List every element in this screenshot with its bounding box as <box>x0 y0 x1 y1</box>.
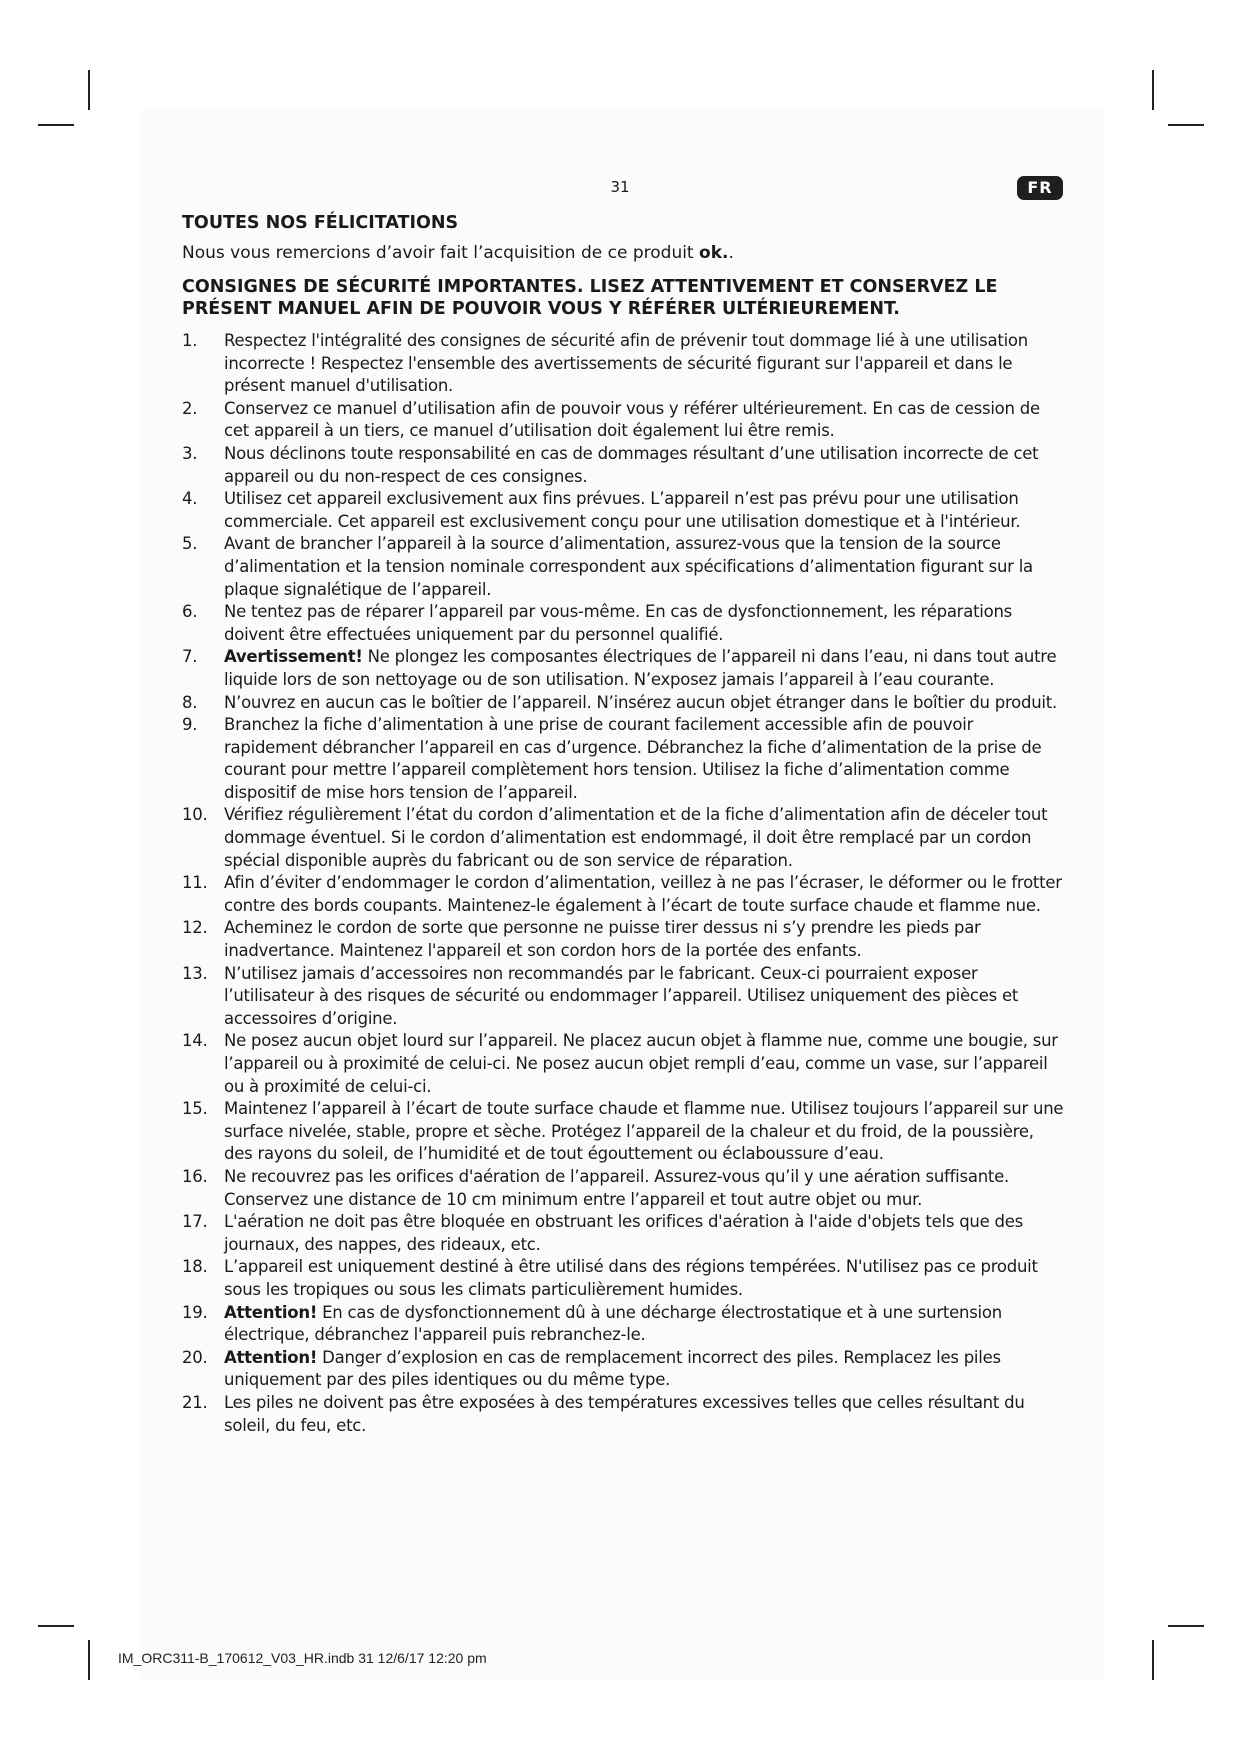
list-item <box>182 1256 1064 1301</box>
item-text: Conservez ce manuel d’utilisation afin de pouvoir vous y référer ultérieurement. En cas de cession de cet appareil à un tiers, ce manuel d’utilisation doit également lui être remis. <box>224 398 1040 441</box>
item-text: En cas de dysfonctionnement dû à une décharge électrostatique et à une surtension électrique, débranchez l'appareil puis rebranchez-le. <box>224 1302 1002 1345</box>
crop-mark-bottom-left-h <box>38 1625 74 1627</box>
item-text: Ne tentez pas de réparer l’appareil par vous-même. En cas de dysfonctionnement, les réparations doivent être effectuées uniquement par du personnel qualifié. <box>224 602 1013 644</box>
item-number: 4. <box>182 489 198 509</box>
list-item <box>182 1211 1064 1256</box>
list-item <box>182 714 1064 804</box>
item-text: Ne posez aucun objet lourd sur l’appareil. Ne placez aucun objet à flamme nue, comme une bougie, sur l’appareil ou à proximité de celui-ci. Ne posez aucun objet rempli d’eau, comme un vase, sur l’appareil ou à proximité de celui-ci. <box>224 1031 1058 1096</box>
item-number: 21. <box>182 1392 208 1412</box>
item-number: 12. <box>182 918 208 938</box>
print-footer: IM_ORC311-B_170612_V03_HR.indb 31 12/6/17 12:20 pm <box>118 1650 487 1666</box>
crop-mark-bottom-right-h <box>1168 1625 1204 1627</box>
item-number: 7. <box>182 647 198 667</box>
item-text: Les piles ne doivent pas être exposées à des températures excessives telles que celles résultant du soleil, du feu, etc. <box>224 1392 1025 1435</box>
list-item <box>182 1098 1064 1166</box>
list-item <box>182 646 1064 691</box>
item-number: 2. <box>182 398 198 418</box>
language-badge: FR <box>1017 176 1063 200</box>
crop-mark-top-left-h <box>38 124 74 126</box>
congratulations-heading: TOUTES NOS FÉLICITATIONS <box>182 213 459 233</box>
list-item <box>182 872 1064 917</box>
list-item <box>182 443 1064 488</box>
list-item <box>182 601 1064 646</box>
item-text: N’utilisez jamais d’accessoires non recommandés par le fabricant. Ceux-ci pourraient exposer l’utilisateur à des risques de sécurité ou endommager l’appareil. Utilisez uniquement des pièces et accessoires d’origine. <box>224 963 1019 1028</box>
list-item <box>182 917 1064 962</box>
intro-text: Nous vous remercions d’avoir fait l’acquisition de ce produit <box>182 243 700 263</box>
item-text: Acheminez le cordon de sorte que personne ne puisse tirer dessus ni s’y prendre les pieds par inadvertance. Maintenez l'appareil et son cordon hors de la portée des enfants. <box>224 918 981 961</box>
list-item <box>182 330 1064 398</box>
item-text: N’ouvrez en aucun cas le boîtier de l’appareil. N’insérez aucun objet étranger dans le boîtier du produit. <box>224 692 1057 712</box>
list-item <box>182 488 1064 533</box>
crop-mark-bottom-right-v <box>1152 1640 1154 1680</box>
document-body <box>182 212 1064 1437</box>
item-number: 1. <box>182 331 198 350</box>
page-number: 31 <box>610 178 630 196</box>
brand-name: ok. <box>699 243 729 263</box>
list-item <box>182 1392 1064 1437</box>
item-text: L'aération ne doit pas être bloquée en obstruant les orifices d'aération à l'aide d'objets tels que des journaux, des nappes, des rideaux, etc. <box>224 1212 1023 1254</box>
item-number: 3. <box>182 443 198 463</box>
safety-list <box>182 330 1064 1437</box>
list-item <box>182 963 1064 1031</box>
item-text: Afin d’éviter d’endommager le cordon d’alimentation, veillez à ne pas l’écraser, le déformer ou le frotter contre des bords coupants. Maintenez-le également à l’écart de toute surface chaude et flamme nue. <box>224 873 1062 915</box>
crop-mark-top-left-v <box>88 70 90 110</box>
item-text: Ne plongez les composantes électriques de l’appareil ni dans l’eau, ni dans tout autre liquide lors de son nettoyage ou de son utilisation. N’exposez jamais l’appareil à l’eau courante. <box>224 647 1057 689</box>
item-number: 20. <box>182 1347 208 1367</box>
intro-end: . <box>728 243 734 263</box>
item-number: 14. <box>182 1031 208 1051</box>
item-text: Branchez la fiche d’alimentation à une prise de courant facilement accessible afin de pouvoir rapidement débrancher l’appareil en cas d’urgence. Débranchez la fiche d’alimentation de la prise de courant pour mettre l’appareil complètement hors tension. Utilisez la fiche d’alimentation comme dispositif de mise hors tension de l’appareil. <box>224 715 1042 802</box>
crop-mark-top-right-h <box>1168 124 1204 126</box>
list-item <box>182 804 1064 872</box>
item-number: 17. <box>182 1212 208 1232</box>
safety-heading: CONSIGNES DE SÉCURITÉ IMPORTANTES. LISEZ ATTENTIVEMENT ET CONSERVEZ LE PRÉSENT MANUEL AFIN DE POUVOIR VOUS Y RÉFÉRER ULTÉRIEUREMENT. <box>182 277 998 319</box>
item-text: Danger d’explosion en cas de remplacement incorrect des piles. Remplacez les piles uniquement par des piles identiques ou du même type. <box>224 1347 1001 1390</box>
list-item <box>182 692 1064 715</box>
item-text: Ne recouvrez pas les orifices d'aération de l’appareil. Assurez-vous qu’il y une aération suffisante. Conservez une distance de 10 cm minimum entre l’appareil et tout autre objet ou mur. <box>224 1166 1010 1209</box>
item-number: 10. <box>182 805 208 825</box>
list-item <box>182 533 1064 601</box>
item-text: Maintenez l’appareil à l’écart de toute surface chaude et flamme nue. Utilisez toujours l’appareil sur une surface nivelée, stable, propre et sèche. Protégez l’appareil de la chaleur et du froid, de la poussière, des rayons du soleil, de l’humidité et de tout égouttement ou éclaboussure d’eau. <box>224 1099 1064 1164</box>
item-text: Respectez l'intégralité des consignes de sécurité afin de prévenir tout dommage lié à une utilisation incorrecte ! Respectez l'ensemble des avertissements de sécurité figurant sur l'appareil et dans le présent manuel d'utilisation. <box>224 331 1028 396</box>
list-item <box>182 1030 1064 1098</box>
item-number: 18. <box>182 1257 208 1277</box>
list-item <box>182 1347 1064 1392</box>
item-number: 9. <box>182 715 198 735</box>
crop-mark-bottom-left-v <box>88 1640 90 1680</box>
item-text: Vérifiez régulièrement l’état du cordon d’alimentation et de la fiche d’alimentation afin de déceler tout dommage éventuel. Si le cordon d’alimentation est endommagé, il doit être remplacé par un cordon spécial disponible auprès du fabricant ou de son service de réparation. <box>224 805 1048 870</box>
item-number: 16. <box>182 1166 208 1186</box>
item-warning-label: Attention! <box>224 1347 318 1367</box>
item-number: 13. <box>182 963 208 983</box>
item-number: 11. <box>182 873 208 893</box>
list-item <box>182 398 1064 443</box>
item-text: Nous déclinons toute responsabilité en cas de dommages résultant d’une utilisation incorrecte de cet appareil ou du non-respect de ces consignes. <box>224 443 1039 486</box>
item-text: Avant de brancher l’appareil à la source d’alimentation, assurez-vous que la tension de la source d’alimentation et la tension nominale correspondent aux spécifications d’alimentation figurant sur la plaque signalétique de l’appareil. <box>224 534 1033 599</box>
item-number: 5. <box>182 534 198 554</box>
item-warning-label: Attention! <box>224 1302 318 1322</box>
list-item <box>182 1302 1064 1347</box>
intro-paragraph <box>182 242 1064 264</box>
item-text: Utilisez cet appareil exclusivement aux fins prévues. L’appareil n’est pas prévu pour une utilisation commerciale. Cet appareil est exclusivement conçu pour une utilisation domestique et à l'intérieur. <box>224 489 1021 531</box>
item-number: 8. <box>182 692 198 712</box>
item-number: 19. <box>182 1302 208 1322</box>
item-number: 15. <box>182 1099 208 1119</box>
item-text: L’appareil est uniquement destiné à être utilisé dans des régions tempérées. N'utilisez pas ce produit sous les tropiques ou sous les climats particulièrement humides. <box>224 1257 1038 1299</box>
item-warning-label: Avertissement! <box>224 647 363 667</box>
crop-mark-top-right-v <box>1152 70 1154 110</box>
item-number: 6. <box>182 602 198 622</box>
list-item <box>182 1166 1064 1211</box>
